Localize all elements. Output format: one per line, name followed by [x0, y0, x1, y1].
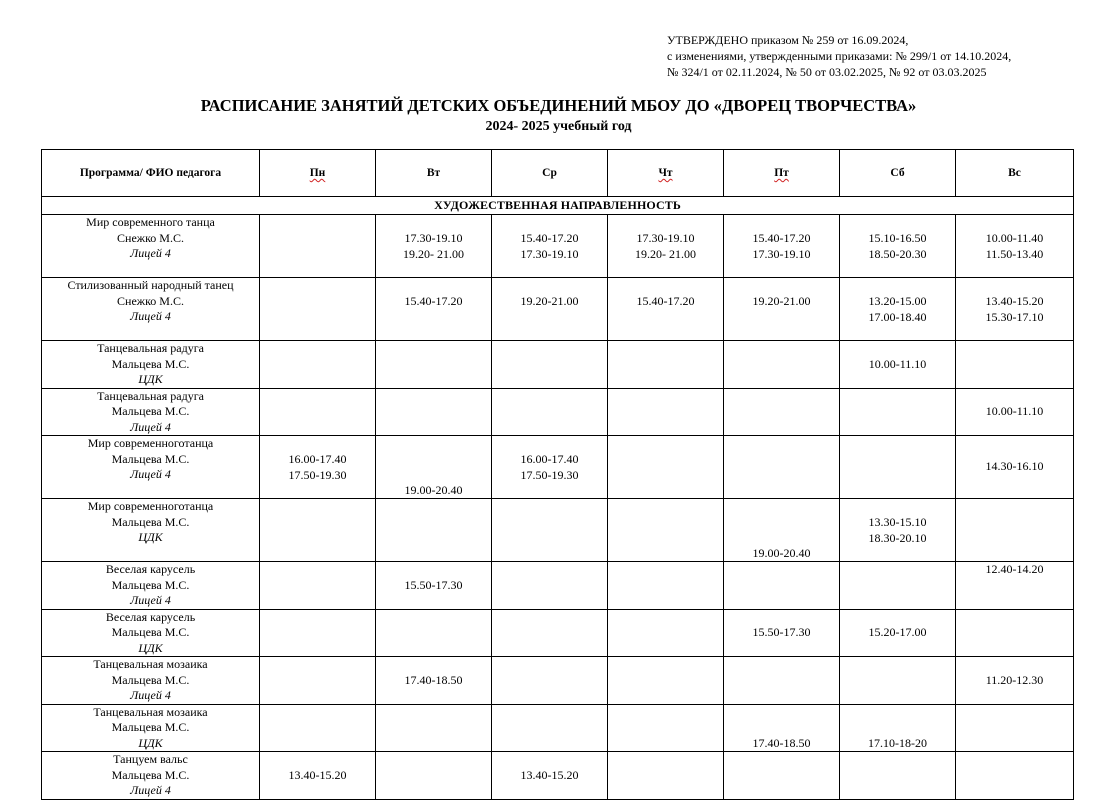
time-cell-sat: [840, 609, 956, 657]
approval-line: с изменениями, утвержденными приказами: № 299/1 от 14.10.2024,: [667, 49, 1012, 63]
program-name: Танцуем вальс: [113, 752, 188, 766]
time-cell-fri: [724, 388, 840, 436]
table-row: [42, 657, 1074, 705]
program-name: Мир современноготанца: [87, 499, 214, 513]
time-cell-thu: [608, 562, 724, 610]
program-cell: [42, 752, 260, 800]
time-slot: 15.30-17.10: [985, 309, 1044, 324]
program-cell: [42, 341, 260, 389]
time-cell-sun: [956, 436, 1074, 499]
time-cell-thu: [608, 704, 724, 752]
time-cell-mon: [260, 278, 376, 341]
header-tue: Вт: [376, 150, 492, 197]
venue-name: Лицей 4: [130, 688, 171, 702]
time-slot: 13.40-15.20: [520, 767, 579, 782]
time-cell-mon: [260, 562, 376, 610]
approval-line: УТВЕРЖДЕНО приказом № 259 от 16.09.2024,: [667, 33, 909, 47]
time-cell-wed: [492, 657, 608, 705]
time-slot: 15.20-17.00: [868, 625, 927, 639]
time-slot: 15.50-17.30: [404, 577, 463, 592]
time-slot: 16.00-17.40: [288, 452, 347, 466]
time-cell-sun: [956, 215, 1074, 278]
time-slot: 15.40-17.20: [520, 231, 579, 245]
time-slot: 10.00-11.10: [985, 404, 1044, 418]
header-fri: Пт: [774, 167, 789, 179]
time-cell-fri: [724, 436, 840, 499]
time-slot: 11.50-13.40: [985, 246, 1044, 261]
time-cell-thu: [608, 499, 724, 562]
table-row: [42, 341, 1074, 389]
header-sun: Вс: [956, 150, 1074, 197]
time-slot: 17.30-19.10: [636, 231, 695, 245]
time-slot: 16.00-17.40: [520, 452, 579, 466]
time-slot: 13.20-15.00: [868, 294, 927, 308]
time-cell-tue: [376, 657, 492, 705]
time-cell-sun: [956, 609, 1074, 657]
time-slot: 19.00-20.40: [404, 482, 463, 497]
time-slot: 17.40-18.50: [752, 735, 811, 750]
venue-name: Лицей 4: [130, 467, 171, 481]
approval-note: [667, 32, 1011, 80]
time-slot: 18.30-20.10: [868, 530, 927, 545]
table-row: [42, 609, 1074, 657]
program-cell: [42, 704, 260, 752]
time-cell-tue: [376, 436, 492, 499]
time-cell-thu: [608, 278, 724, 341]
time-cell-tue: [376, 388, 492, 436]
program-cell: [42, 562, 260, 610]
time-cell-sun: [956, 341, 1074, 389]
teacher-name: Мальцева М.С.: [111, 767, 190, 782]
time-cell-wed: [492, 341, 608, 389]
time-cell-fri: [724, 215, 840, 278]
time-cell-tue: [376, 278, 492, 341]
time-cell-wed: [492, 499, 608, 562]
time-slot: 17.00-18.40: [868, 309, 927, 324]
program-name: Танцевальная радуга: [97, 341, 204, 355]
time-cell-sun: [956, 657, 1074, 705]
time-slot: 19.20- 21.00: [403, 246, 464, 261]
time-cell-fri: [724, 499, 840, 562]
time-cell-mon: [260, 609, 376, 657]
header-sat: Сб: [840, 150, 956, 197]
time-cell-sun: [956, 388, 1074, 436]
time-cell-sun: [956, 562, 1074, 610]
teacher-name: Мальцева М.С.: [111, 577, 190, 592]
document-title: РАСПИСАНИЕ ЗАНЯТИЙ ДЕТСКИХ ОБЪЕДИНЕНИЙ МБОУ ДО «ДВОРЕЦ ТВОРЧЕСТВА»: [200, 96, 917, 115]
time-slot: 14.30-16.10: [985, 459, 1044, 474]
time-cell-sat: [840, 341, 956, 389]
time-slot: 17.50-19.30: [288, 467, 347, 482]
time-slot: 17.30-19.10: [752, 246, 811, 261]
section-title: ХУДОЖЕСТВЕННАЯ НАПРАВЛЕННОСТЬ: [42, 197, 1074, 215]
venue-name: Лицей 4: [130, 246, 171, 260]
program-cell: [42, 278, 260, 341]
schedule-table: [41, 149, 1074, 800]
time-cell-fri: [724, 752, 840, 800]
program-name: Веселая карусель: [105, 609, 196, 624]
teacher-name: Снежко М.С.: [117, 293, 184, 308]
time-cell-tue: [376, 341, 492, 389]
time-slot: 17.50-19.30: [520, 467, 579, 482]
program-cell: [42, 215, 260, 278]
teacher-name: Снежко М.С.: [117, 230, 184, 245]
program-name: Танцевальная мозаика: [93, 657, 208, 671]
program-name: Стилизованный народный танец: [67, 278, 234, 292]
program-name: Мир современноготанца: [87, 436, 214, 450]
section-row: [42, 197, 1074, 215]
time-slot: 18.50-20.30: [868, 246, 927, 261]
table-row: [42, 388, 1074, 436]
venue-name: Лицей 4: [130, 419, 171, 434]
venue-name: Лицей 4: [130, 309, 171, 323]
time-slot: 15.40-17.20: [404, 294, 463, 308]
time-cell-thu: [608, 388, 724, 436]
time-cell-tue: [376, 562, 492, 610]
program-cell: [42, 499, 260, 562]
time-cell-mon: [260, 341, 376, 389]
venue-name: Лицей 4: [130, 593, 171, 607]
time-cell-fri: [724, 657, 840, 705]
time-cell-sun: [956, 278, 1074, 341]
time-slot: 13.40-15.20: [985, 294, 1044, 308]
time-cell-sat: [840, 388, 956, 436]
teacher-name: Мальцева М.С.: [111, 514, 190, 529]
program-cell: [42, 657, 260, 705]
time-cell-fri: [724, 341, 840, 389]
teacher-name: Мальцева М.С.: [111, 720, 190, 734]
time-cell-mon: [260, 657, 376, 705]
time-slot: 10.00-11.10: [868, 356, 927, 371]
approval-line: № 324/1 от 02.11.2024, № 50 от 03.02.2025, № 92 от 03.03.2025: [667, 65, 987, 79]
time-cell-mon: [260, 752, 376, 800]
time-cell-thu: [608, 436, 724, 499]
time-slot: 17.10-18-20: [868, 735, 927, 750]
time-cell-fri: [724, 704, 840, 752]
time-cell-sat: [840, 215, 956, 278]
time-slot: 15.40-17.20: [636, 294, 695, 308]
program-name: Мир современного танца: [86, 215, 215, 229]
time-cell-wed: [492, 609, 608, 657]
time-cell-mon: [260, 704, 376, 752]
time-cell-fri: [724, 609, 840, 657]
time-cell-sat: [840, 436, 956, 499]
venue-name: ЦДК: [138, 530, 163, 544]
time-cell-mon: [260, 499, 376, 562]
time-cell-sun: [956, 499, 1074, 562]
teacher-name: Мальцева М.С.: [111, 404, 190, 418]
header-program: Программа/ ФИО педагога: [42, 150, 260, 197]
time-slot: 15.10-16.50: [868, 231, 927, 245]
time-cell-sat: [840, 499, 956, 562]
time-cell-wed: [492, 562, 608, 610]
time-cell-sat: [840, 752, 956, 800]
table-row: [42, 562, 1074, 610]
header-row: [42, 150, 1074, 197]
program-name: Танцевальная мозаика: [93, 704, 208, 719]
venue-name: Лицей 4: [130, 783, 171, 797]
time-cell-mon: [260, 215, 376, 278]
program-cell: [42, 436, 260, 499]
header-thu: Чт: [658, 167, 673, 179]
table-row: [42, 278, 1074, 341]
time-cell-fri: [724, 562, 840, 610]
time-cell-wed: [492, 752, 608, 800]
table-row: [42, 752, 1074, 800]
table-row: [42, 436, 1074, 499]
time-cell-wed: [492, 215, 608, 278]
time-cell-wed: [492, 388, 608, 436]
time-cell-thu: [608, 609, 724, 657]
program-name: Танцевальная радуга: [97, 388, 204, 403]
time-cell-tue: [376, 704, 492, 752]
time-slot: 19.00-20.40: [752, 545, 811, 560]
time-cell-thu: [608, 341, 724, 389]
time-cell-sun: [956, 704, 1074, 752]
time-cell-sat: [840, 278, 956, 341]
table-row: [42, 215, 1074, 278]
time-slot: 15.40-17.20: [752, 231, 811, 245]
time-slot: 19.20-21.00: [752, 294, 811, 308]
time-cell-sun: [956, 752, 1074, 800]
time-cell-mon: [260, 436, 376, 499]
venue-name: ЦДК: [138, 640, 163, 655]
time-cell-sat: [840, 704, 956, 752]
program-name: Веселая карусель: [105, 562, 196, 576]
time-cell-wed: [492, 704, 608, 752]
time-cell-wed: [492, 436, 608, 499]
program-cell: [42, 388, 260, 436]
time-cell-thu: [608, 657, 724, 705]
time-cell-tue: [376, 752, 492, 800]
teacher-name: Мальцева М.С.: [111, 672, 190, 687]
venue-name: ЦДК: [138, 735, 163, 750]
time-cell-thu: [608, 215, 724, 278]
teacher-name: Мальцева М.С.: [111, 356, 190, 371]
time-cell-sat: [840, 657, 956, 705]
time-slot: 13.40-15.20: [288, 767, 347, 782]
time-slot: 17.40-18.50: [404, 672, 463, 687]
header-wed: Ср: [492, 150, 608, 197]
time-cell-tue: [376, 499, 492, 562]
document-subtitle: 2024- 2025 учебный год: [485, 119, 632, 134]
time-cell-sat: [840, 562, 956, 610]
teacher-name: Мальцева М.С.: [111, 451, 190, 466]
table-row: [42, 704, 1074, 752]
time-cell-thu: [608, 752, 724, 800]
time-slot: 11.20-12.30: [985, 672, 1044, 687]
program-cell: [42, 609, 260, 657]
header-mon: Пн: [309, 167, 326, 179]
time-cell-fri: [724, 278, 840, 341]
table-row: [42, 499, 1074, 562]
time-cell-tue: [376, 215, 492, 278]
time-slot: 10.00-11.40: [985, 231, 1044, 245]
teacher-name: Мальцева М.С.: [111, 625, 190, 639]
time-slot: 19.20- 21.00: [635, 246, 696, 261]
time-slot: 19.20-21.00: [520, 294, 579, 308]
time-cell-mon: [260, 388, 376, 436]
time-slot: 15.50-17.30: [752, 625, 811, 639]
time-slot: 17.30-19.10: [404, 231, 463, 245]
time-slot: 13.30-15.10: [868, 515, 927, 529]
time-cell-wed: [492, 278, 608, 341]
venue-name: ЦДК: [138, 372, 163, 386]
time-slot: 12.40-14.20: [985, 562, 1044, 576]
time-cell-tue: [376, 609, 492, 657]
time-slot: 17.30-19.10: [520, 246, 579, 261]
